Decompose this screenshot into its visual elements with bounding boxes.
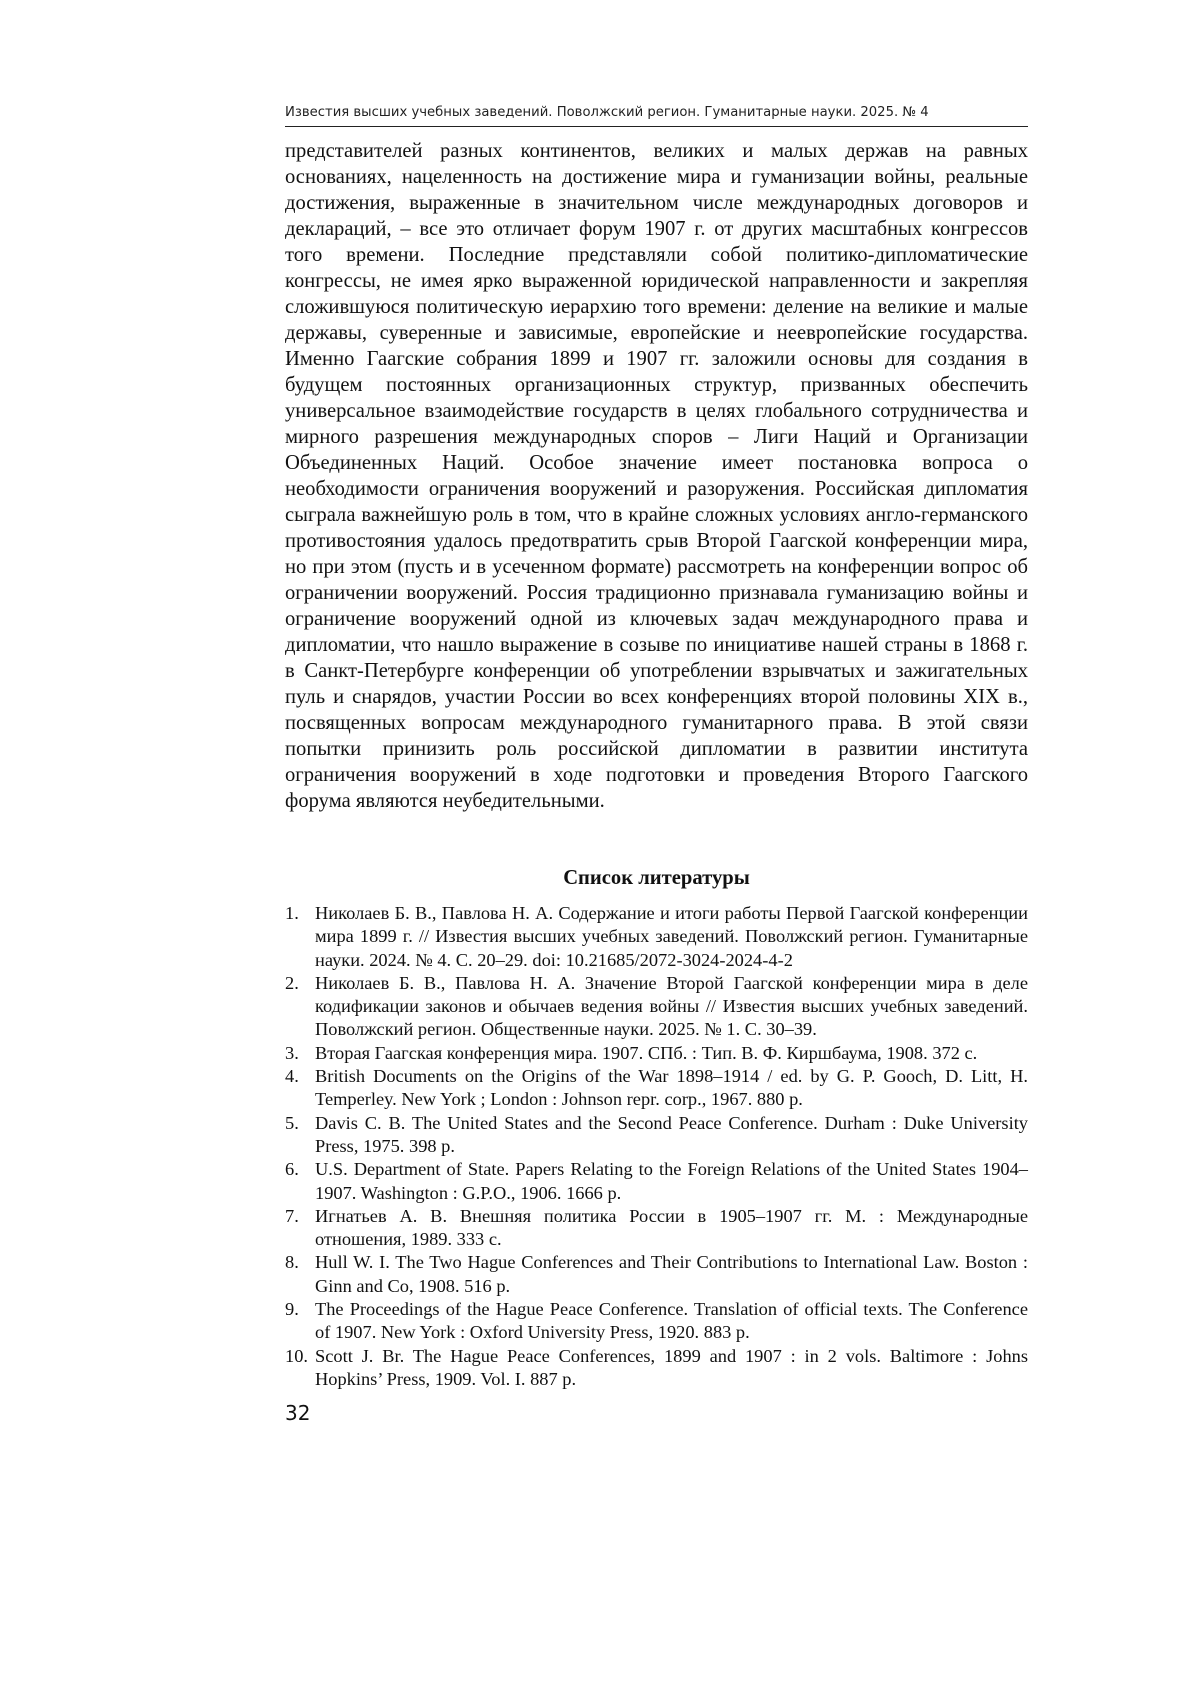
reference-text: The Proceedings of the Hague Peace Conference. Translation of official texts. The Conference of 1907. New York : Oxford University Press, 1920. 883 p. [315,1299,1028,1343]
reference-number: 1. [285,903,299,923]
reference-item [285,1298,1028,1345]
body-paragraph: представителей разных континентов, великих и малых держав на равных основаниях, нацеленность на достижение мира и гуманизации войны, реальные достижения, выраженные в значительном числе международных договоров и деклараций, – все это отличает форум 1907 г. от других масштабных конгрессов того времени. Последние представляли собой политико-дипломатические конгрессы, не имея ярко выраженной юридической направленности и закрепляя сложившуюся политическую иерархию того времени: деление на великие и малые державы, суверенные и зависимые, европейские и неевропейские государства. Именно Гаагские собрания 1899 и 1907 гг. заложили основы для создания в будущем постоянных организационных структур, призванных обеспечить универсальное взаимодействие государств в целях глобального сотрудничества и мирного разрешения международных споров – Лиги Наций и Организации Объединенных Наций. Особое значение имеет постановка вопроса о необходимости ограничения вооружений и разоружения. Российская дипломатия сыграла важнейшую роль в том, что в крайне сложных условиях англо-германского противостояния удалось предотвратить срыв Второй Гаагской конференции мира, но при этом (пусть и в усеченном формате) рассмотреть на конференции вопрос об ограничении вооружений. Россия традиционно признавала гуманизацию войны и ограничение вооружений одной из ключевых задач международного права и дипломатии, что нашло выражение в созыве по инициативе нашей страны в 1868 г. в Санкт-Петербурге конференции об употреблении взрывчатых и зажигательных пуль и снарядов, участии России во всех конференциях второй половины XIX в., посвященных вопросам международного гуманитарного права. В этой связи попытки принизить роль российской дипломатии в развитии института ограничения вооружений в ходе подготовки и проведения Второго Гаагского форума являются неубедительными. [285,140,1028,812]
page-number: 32 [285,1401,311,1425]
reference-number: 6. [285,1159,299,1180]
reference-number: 2. [285,972,299,993]
reference-item [285,1112,1028,1159]
reference-number: 9. [285,1299,299,1320]
reference-number: 3. [285,1042,299,1063]
reference-text: Николаев Б. В., Павлова Н. А. Значение Второй Гаагской конференции мира в деле кодификации законов и обычаев ведения войны // Известия высших учебных заведений. Поволжский регион. Общественные науки. 2025. № 1. С. 30–39. [315,972,1028,1040]
reference-number: 10. [285,1345,308,1366]
references-heading: Список литературы [563,867,750,889]
reference-text: Вторая Гаагская конференция мира. 1907. СПб. : Тип. В. Ф. Киршбаума, 1908. 372 с. [315,1042,978,1063]
reference-number: 8. [285,1252,299,1273]
reference-text: Николаев Б. В., Павлова Н. А. Содержание и итоги работы Первой Гаагской конференции мира 1899 г. // Известия высших учебных заведений. Поволжский регион. Гуманитарные науки. 2024. № 4. С. 20–29. doi: 10.21685/2072-3024-2024-4-2 [315,903,1028,970]
reference-item [285,1205,1028,1252]
reference-item [285,1158,1028,1205]
reference-number: 7. [285,1205,299,1226]
reference-text: Игнатьев А. В. Внешняя политика России в 1905–1907 гг. М. : Международные отношения, 1989. 333 с. [315,1205,1028,1250]
reference-item [285,1251,1028,1298]
reference-item [285,1345,1028,1392]
reference-item [285,902,1028,972]
running-header: Известия высших учебных заведений. Поволжский регион. Гуманитарные науки. 2025. № 4 [285,104,1028,127]
reference-text: British Documents on the Origins of the War 1898–1914 / ed. by G. P. Gooch, D. Litt, H. Temperley. New York ; London : Johnson repr. corp., 1967. 880 p. [315,1066,1028,1110]
reference-text: Hull W. I. The Two Hague Conferences and Their Contributions to International Law. Boston : Ginn and Co, 1908. 516 p. [315,1252,1028,1296]
reference-text: U.S. Department of State. Papers Relating to the Foreign Relations of the United States 1904–1907. Washington : G.P.O., 1906. 1666 p. [315,1159,1028,1203]
reference-number: 4. [285,1066,299,1087]
reference-item [285,1042,1028,1065]
reference-number: 5. [285,1112,299,1133]
references-list [285,902,1028,1391]
reference-item [285,972,1028,1042]
reference-text: Scott J. Br. The Hague Peace Conferences, 1899 and 1907 : in 2 vols. Baltimore : Johns Hopkins’ Press, 1909. Vol. I. 887 p. [315,1345,1028,1389]
reference-item [285,1065,1028,1112]
reference-text: Davis C. B. The United States and the Second Peace Conference. Durham : Duke University Press, 1975. 398 p. [315,1112,1028,1156]
